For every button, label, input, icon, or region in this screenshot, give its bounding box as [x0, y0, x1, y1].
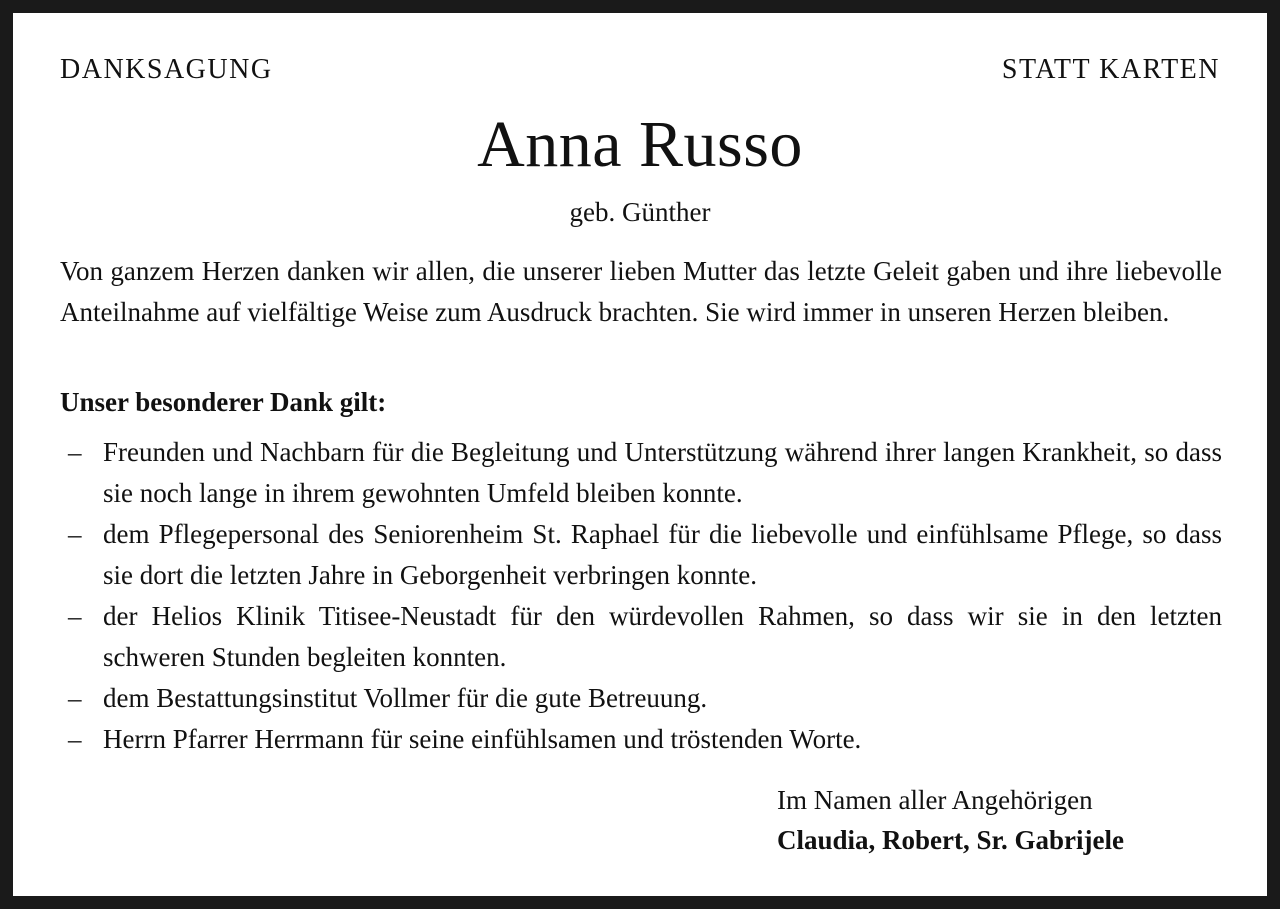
dash-bullet: – [68, 724, 82, 754]
notice-card [13, 13, 1267, 896]
intro-paragraph: Von ganzem Herzen danken wir allen, die unserer lieben Mutter das letzte Geleit gaben und ihre liebevolle Anteilnahme auf vielfältige Weise zum Ausdruck brachten. Sie wird immer in unseren Herzen bleiben. [60, 256, 1222, 327]
deceased-name: Anna Russo [477, 108, 803, 181]
list-item-text: dem Pflegepersonal des Seniorenheim St. Raphael für die liebevolle und einfühlsame Pflege, so dass sie dort die letzten Jahre in Geborgenheit verbringen konnte. [103, 519, 1222, 590]
thanks-heading: Unser besonderer Dank gilt: [60, 387, 387, 417]
dash-bullet: – [68, 601, 82, 631]
dash-bullet: – [68, 683, 82, 713]
list-item [60, 719, 1222, 760]
list-item [60, 514, 1222, 596]
dash-bullet: – [68, 437, 82, 467]
list-item-text: dem Bestattungsinstitut Vollmer für die gute Betreuung. [103, 683, 708, 713]
birth-name: geb. Günther [569, 197, 711, 227]
list-item-text: der Helios Klinik Titisee-Neustadt für den würdevollen Rahmen, so dass wir sie in den letzten schweren Stunden begleiten konnten. [103, 601, 1222, 672]
header-label-right: STATT KARTEN [1001, 54, 1220, 85]
list-item [60, 678, 1222, 719]
list-item [60, 432, 1222, 514]
signature-names: Claudia, Robert, Sr. Gabrijele [777, 825, 1124, 855]
list-item [60, 596, 1222, 678]
list-item-text: Herrn Pfarrer Herrmann für seine einfühlsamen und tröstenden Worte. [103, 724, 862, 754]
list-item-text: Freunden und Nachbarn für die Begleitung und Unterstützung während ihrer langen Krankheit, so dass sie noch lange in ihrem gewohnten Umfeld bleiben konnte. [103, 437, 1222, 508]
thanks-list [60, 432, 1222, 760]
signature-line: Im Namen aller Angehörigen [777, 785, 1093, 815]
header-label-left: DANKSAGUNG [60, 54, 273, 85]
dash-bullet: – [68, 519, 82, 549]
